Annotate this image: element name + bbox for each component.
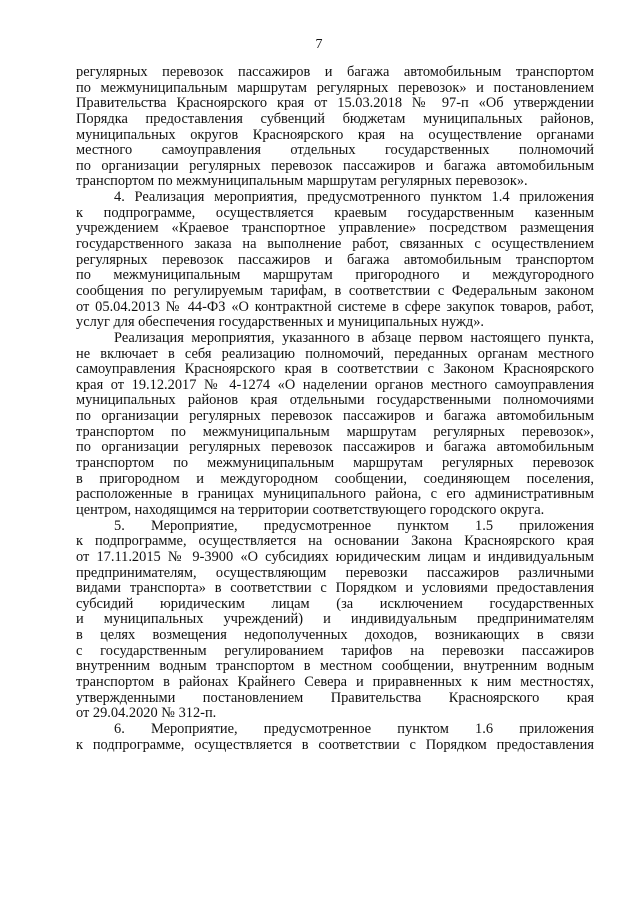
text-line: предпринимателям, осуществляющим перевозки пассажиров различными (76, 565, 594, 581)
text-line: утвержденными постановлением Правительства Красноярского края (76, 690, 594, 706)
text-line: транспортом по межмуниципальным маршрутам регулярных перевозок». (76, 174, 528, 190)
text-line: в пригородном и междугородном сообщении, соединяющем поселения, (76, 471, 594, 487)
text-line: по межмуниципальным маршрутам пригородного и междугородного (76, 268, 594, 284)
text-line: и муниципальных учреждений) и индивидуальным предпринимателям (76, 612, 594, 628)
text-line: к подпрограмме, осуществляется краевым государственным казенным (76, 205, 594, 221)
text-line: по организации регулярных перевозок пассажиров и багажа автомобильным (76, 409, 594, 425)
text-line: субсидий юридическим лицам (за исключением государственных (76, 596, 594, 612)
text-line: 5. Мероприятие, предусмотренное пунктом 1.5 приложения (114, 518, 594, 534)
document-body (76, 65, 594, 753)
text-line: 6. Мероприятие, предусмотренное пунктом 1.6 приложения (114, 721, 594, 737)
text-line: государственного заказа на выполнение работ, связанных с осуществлением (76, 237, 594, 253)
text-line: муниципальных районов края отдельными государственными полномочиями (76, 393, 594, 409)
text-line: местного самоуправления отдельных государственных полномочий (76, 143, 594, 159)
text-line: Правительства Красноярского края от 15.03.2018 № 97-п «Об утверждении (76, 96, 594, 112)
text-line: Реализация мероприятия, указанного в абзаце первом настоящего пункта, (114, 330, 594, 346)
text-line: по организации регулярных перевозок пассажиров и багажа автомобильным (76, 158, 594, 174)
text-line: от 17.11.2015 № 9-3900 «О субсидиях юридическим лицам и индивидуальным (76, 549, 594, 565)
text-line: учреждением «Краевое транспортное управление» посредством размещения (76, 221, 594, 237)
text-line: центром, находящимся на территории соответствующего городского округа. (76, 502, 545, 518)
text-line: к подпрограмме, осуществляется в соответствии с Порядком предоставления (76, 737, 594, 753)
text-line: транспортом по межмуниципальным маршрутам регулярных перевозок (76, 456, 594, 472)
text-line: транспортом по межмуниципальным маршрутам регулярных перевозок», (76, 424, 594, 440)
text-line: края от 19.12.2017 № 4-1274 «О наделении органов местного самоуправления (76, 377, 594, 393)
text-line: 4. Реализация мероприятия, предусмотренного пунктом 1.4 приложения (114, 190, 594, 206)
page-number: 7 (315, 37, 323, 52)
text-line: регулярных перевозок пассажиров и багажа автомобильным транспортом (76, 252, 594, 268)
text-line: Порядка предоставления субвенций бюджетам муниципальных районов, (76, 111, 594, 127)
text-line: к подпрограмме, осуществляется на основании Закона Красноярского края (76, 534, 594, 550)
text-line: от 05.04.2013 № 44-ФЗ «О контрактной системе в сфере закупок товаров, работ, (76, 299, 594, 315)
text-line: не включает в себя реализацию полномочий, переданных органам местного (76, 346, 594, 362)
text-line: самоуправления Красноярского края в соответствии с Законом Красноярского (76, 362, 594, 378)
text-line: регулярных перевозок пассажиров и багажа автомобильным транспортом (76, 65, 594, 80)
text-line: муниципальных округов Красноярского края на осуществление органами (76, 127, 594, 143)
text-line: расположенные в границах муниципального района, с его административным (76, 487, 594, 503)
text-line: с государственным регулированием тарифов на перевозки пассажиров (76, 643, 594, 659)
text-line: транспортом в районах Крайнего Севера и приравненных к ним местностях, (76, 674, 594, 690)
text-line: в целях возмещения недополученных доходов, возникающих в связи (76, 628, 594, 644)
text-line: услуг для обеспечения государственных и муниципальных нужд». (76, 315, 485, 331)
text-line: от 29.04.2020 № 312-п. (76, 706, 217, 722)
text-line: по межмуниципальным маршрутам регулярных перевозок» и постановлением (76, 80, 594, 96)
text-line: видами транспорта» в соответствии с Порядком и условиями предоставления (76, 581, 594, 597)
text-line: внутренним водным транспортом в местном сообщении, внутренним водным (76, 659, 594, 675)
text-line: сообщения по регулируемым тарифам, в соответствии с Федеральным законом (76, 283, 594, 299)
text-line: по организации регулярных перевозок пассажиров и багажа автомобильным (76, 440, 594, 456)
